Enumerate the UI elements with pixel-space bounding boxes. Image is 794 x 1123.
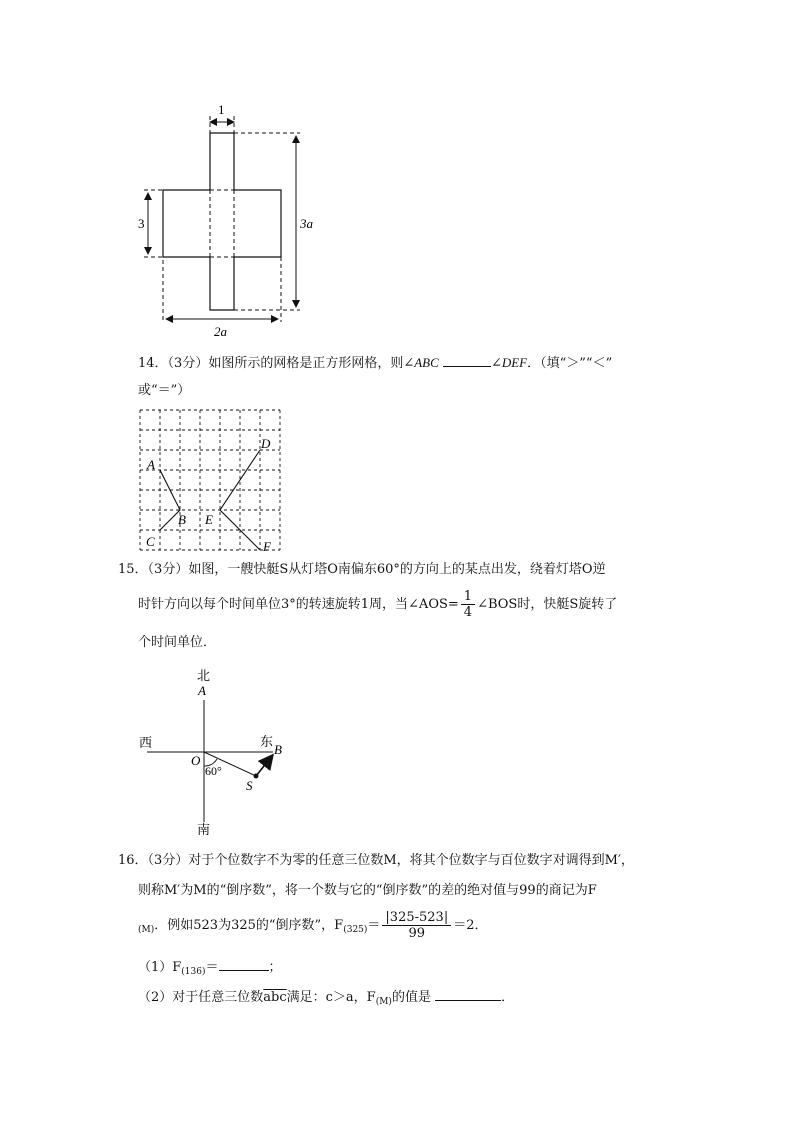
q16-line1-text: 对于个位数字不为零的任意三位数M，将其个位数字与百位数字对调得到M′， bbox=[188, 853, 634, 868]
dim-label-3: 3 bbox=[138, 216, 145, 231]
q14-text-b: ∠ bbox=[490, 356, 502, 371]
q16-part1 bbox=[138, 957, 282, 981]
q16-score: （3分） bbox=[147, 853, 189, 868]
compass-east-label: 东 bbox=[260, 734, 274, 749]
compass-A-label: A bbox=[198, 683, 206, 698]
q15-score: （3分） bbox=[147, 562, 189, 577]
q14-grid-figure bbox=[130, 403, 290, 558]
q14-label-C: C bbox=[146, 534, 155, 549]
q15-fraction bbox=[461, 589, 475, 620]
q16-line1 bbox=[118, 852, 634, 870]
compass-angle-label: 60° bbox=[205, 764, 222, 778]
dim-label-1: 1 bbox=[218, 102, 225, 117]
dim-label-3a: 3a bbox=[300, 216, 313, 231]
q14-label-A: A bbox=[147, 457, 155, 472]
q16-p2-b: 满足：c＞a，F bbox=[286, 990, 376, 1005]
q16-p2-abc: $\overline{abc}$ bbox=[263, 990, 287, 1005]
q16-line3-a: ．例如523为325的“倒序数”，F bbox=[154, 918, 344, 933]
q14-score: （3分） bbox=[167, 356, 209, 371]
compass-O-label: O bbox=[191, 753, 201, 768]
q16-frac-num: |325-523| bbox=[382, 910, 451, 926]
q14-line2 bbox=[138, 382, 190, 400]
q15-line2-a: 时针方向以每个时间单位3°的转速旋转1周，当∠AOS= bbox=[138, 597, 459, 612]
q16-p1-c: ； bbox=[268, 960, 282, 975]
q14-label-F: F bbox=[263, 539, 271, 554]
q16-line3-sub: (M) bbox=[138, 925, 155, 935]
q16-p2-c: 的值是 bbox=[391, 990, 431, 1005]
q15-line1 bbox=[118, 561, 606, 579]
q15-frac-den: 4 bbox=[463, 605, 473, 620]
q16-number: 16． bbox=[118, 853, 148, 868]
q15-compass-figure bbox=[135, 664, 295, 844]
q15-line3 bbox=[138, 634, 216, 652]
q16-p1-a: （1）F bbox=[138, 960, 182, 975]
compass-north-label: 北 bbox=[197, 668, 211, 683]
q14-label-B: B bbox=[178, 512, 186, 527]
q14-abc: ABC bbox=[414, 355, 439, 370]
q14-line2-text: 或“＝”） bbox=[138, 383, 191, 398]
q16-line3-eq: ＝ bbox=[367, 918, 381, 933]
q16-line3-b: ＝2． bbox=[453, 918, 488, 933]
q16-p2-a: （2）对于任意三位数 bbox=[138, 990, 264, 1005]
q14-label-D: D bbox=[261, 436, 271, 451]
q15-frac-num: 1 bbox=[461, 589, 475, 605]
compass-B-label: B bbox=[274, 742, 282, 757]
q15-line3-text: 个时间单位． bbox=[138, 635, 217, 650]
dim-label-2a: 2a bbox=[214, 324, 227, 339]
q15-line2 bbox=[138, 585, 617, 625]
q14-text-c: ．（填“＞”“＜” bbox=[527, 356, 613, 371]
q16-line2 bbox=[138, 882, 597, 900]
q16-p2-sub: (M) bbox=[375, 997, 392, 1007]
q15-line2-b: ∠BOS时，快艇S旋转了 bbox=[477, 597, 618, 612]
q16-p2-answer-blank[interactable] bbox=[435, 987, 501, 1001]
q15-line1-text: 如图，一艘快艇S从灯塔O南偏东60°的方向上的某点出发，绕着灯塔O逆 bbox=[188, 562, 606, 577]
q14-answer-blank[interactable] bbox=[443, 353, 491, 367]
q16-p1-answer-blank[interactable] bbox=[219, 957, 269, 971]
compass-south-label: 南 bbox=[197, 822, 211, 837]
q16-fraction bbox=[382, 910, 451, 941]
q16-p1-sub: (136) bbox=[181, 967, 206, 977]
q16-p2-d: ． bbox=[501, 990, 515, 1005]
q16-part2 bbox=[138, 987, 514, 1011]
q14-text-a: 如图所示的网格是正方形网格，则∠ bbox=[208, 356, 415, 371]
q14-number: 14． bbox=[138, 356, 168, 371]
compass-S-label: S bbox=[246, 778, 253, 793]
q14-def: DEF bbox=[501, 355, 528, 370]
q14-line1 bbox=[138, 353, 612, 373]
q16-frac-den: 99 bbox=[408, 926, 426, 941]
cross-net-figure bbox=[130, 100, 330, 345]
q16-line3-sub2: (325) bbox=[343, 925, 368, 935]
q14-label-E: E bbox=[205, 512, 213, 527]
q16-p1-b: ＝ bbox=[205, 960, 219, 975]
q15-number: 15． bbox=[118, 562, 148, 577]
q16-line2-text: 则称M′为M的“倒序数”，将一个数与它的“倒序数”的差的绝对值与99的商记为F bbox=[138, 883, 597, 898]
q16-line3 bbox=[138, 906, 487, 946]
compass-west-label: 西 bbox=[139, 735, 153, 750]
